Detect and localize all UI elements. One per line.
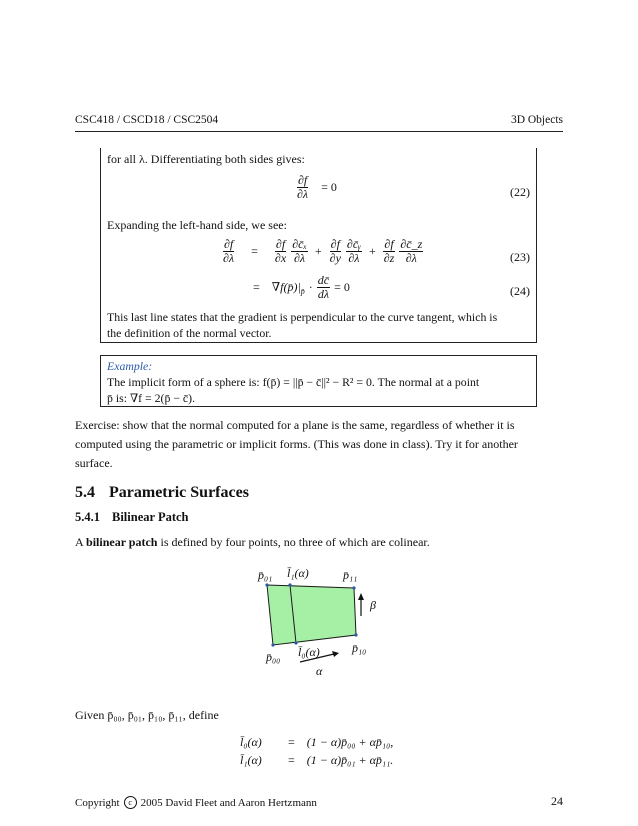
box1-intro-text: for all λ. Differentiating both sides gives: xyxy=(107,152,305,166)
l1-definition: l̄₁(α) = (1 − α)p̄₀₁ + αp̄₁₁. xyxy=(240,753,394,767)
box1-left-border xyxy=(100,148,101,343)
example-bottom-border xyxy=(100,406,537,407)
eq22-rhs: = 0 xyxy=(321,179,337,194)
equation-24: = ∇f(p̄)| $_{p̄}$ · $\frac{dc̄}{d\lambda}$ = 0 xyxy=(253,273,350,301)
example-line2: p̄ is: ∇f = 2(p̄ − c̄). xyxy=(107,391,196,405)
label-l0: l̄₀(α) xyxy=(298,645,320,659)
equation-22 xyxy=(296,174,337,200)
section-heading: 5.4 Parametric Surfaces xyxy=(75,484,249,501)
example-top-border xyxy=(100,355,537,356)
box1-right-border xyxy=(536,148,537,343)
label-p10: p̄₁₀ xyxy=(352,641,367,655)
label-beta: β xyxy=(370,598,376,612)
definition-sentence: A bilinear patch is defined by four points, no three of which are colinear. xyxy=(75,535,430,549)
example-right-border xyxy=(536,355,537,407)
vertex-p00 xyxy=(271,643,274,646)
label-l1: l̄₁(α) xyxy=(287,566,309,580)
vertex-p10 xyxy=(354,633,357,636)
example-left-border xyxy=(100,355,101,407)
equation-22-number: (22) xyxy=(510,185,530,199)
subsection-heading: 5.4.1 Bilinear Patch xyxy=(75,510,189,524)
example-block xyxy=(107,358,535,406)
eq22-denominator: ∂λ xyxy=(297,186,309,201)
eq22-numerator: ∂f xyxy=(297,173,308,187)
label-alpha: α xyxy=(316,664,323,678)
footer-copyright: Copyright c 2005 David Fleet and Aaron Hertzmann xyxy=(75,796,317,809)
copyright-symbol: c xyxy=(124,796,137,809)
beta-arrow-head xyxy=(358,593,364,600)
label-p00: p̄₀₀ xyxy=(266,650,281,664)
running-header-right: 3D Objects xyxy=(510,114,563,126)
point-l1 xyxy=(288,583,291,586)
exercise-paragraph: Exercise: show that the normal computed for a plane is the same, regardless of whether it is computed using the parametric or implicit forms. (This was done in class). Try it for another surface. xyxy=(75,418,518,470)
l0-definition: l̄₀(α) = (1 − α)p̄₀₀ + αp̄₁₀, xyxy=(240,735,394,749)
box1-expand-text: Expanding the left-hand side, we see: xyxy=(107,218,287,232)
alpha-arrow-head xyxy=(332,651,339,657)
equation-24-number: (24) xyxy=(510,284,530,298)
label-p11: p̄₁₁ xyxy=(343,568,358,582)
given-sentence: Given p̄₀₀, p̄₀₁, p̄₁₀, p̄₁₁, define xyxy=(75,708,219,722)
equation-23-number: (23) xyxy=(510,250,530,264)
equation-23: $\frac{\partial f}{\partial\lambda}$ = $\frac{\partial f}{\partial x}$ $\frac{\text{∂c̄ₓ}}{\partial\lambda}$ + $\frac{\partial f}{\partial y}$ $\frac{\text{∂c̄ᵧ}}{\partial\lambda}$ + $\frac{\partial f}{\partial z}$ $\frac{\partial c̄\_z}{\partial\lambda}$ xyxy=(223,237,423,265)
patch-right-region xyxy=(290,585,356,643)
box1-bottom-border xyxy=(100,342,537,343)
example-label: Example: xyxy=(107,359,153,373)
example-line1: The implicit form of a sphere is: f(p̄) = ||p̄ − c̄||² − R² = 0. The normal at a point xyxy=(107,375,480,389)
page-number: 24 xyxy=(551,794,563,808)
header-rule xyxy=(75,131,563,132)
vertex-p01 xyxy=(265,583,268,586)
box1-conclusion: This last line states that the gradient is perpendicular to the curve tangent, which is the definition of the normal vector. xyxy=(107,310,498,340)
label-p01: p̄₀₁ xyxy=(258,568,273,582)
definition-term: bilinear patch xyxy=(86,535,158,549)
vertex-p11 xyxy=(352,586,355,589)
running-header-left: CSC418 / CSCD18 / CSC2504 xyxy=(75,114,219,126)
